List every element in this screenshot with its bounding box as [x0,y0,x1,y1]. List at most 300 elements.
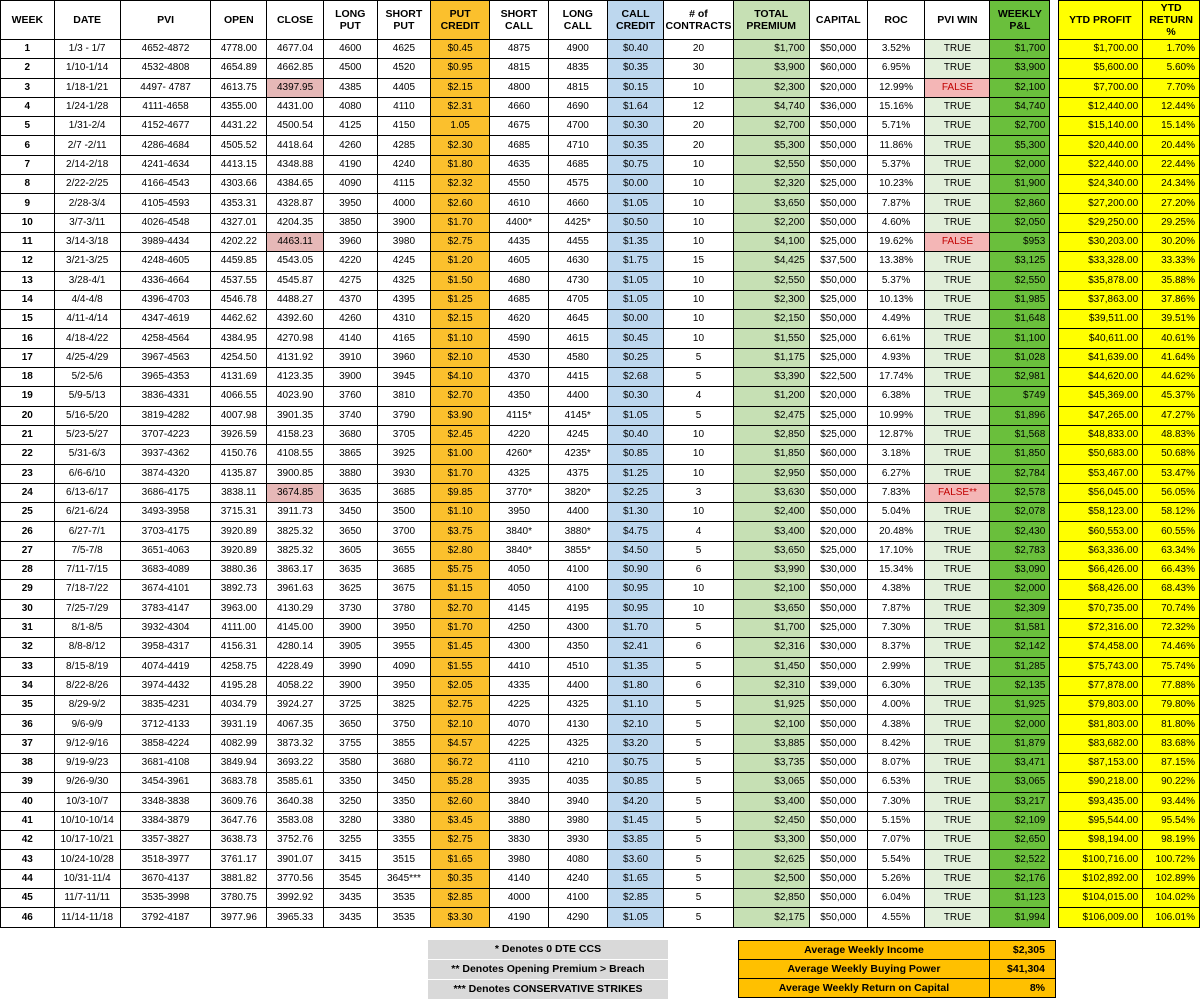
cell-long-call: 4700 [548,117,607,136]
cell-pvi: 3357-3827 [120,831,211,850]
cell-ytd-profit: $39,511.00 [1058,310,1143,329]
cell-date: 6/13-6/17 [54,483,120,502]
cell-week: 19 [1,387,55,406]
column-gap [1050,40,1058,59]
cell-roc: 4.49% [867,310,925,329]
cell-date: 5/16-5/20 [54,406,120,425]
cell-long-put: 3250 [323,792,377,811]
average-label: Average Weekly Buying Power [787,963,941,975]
cell-contracts: 5 [664,908,733,927]
cell-call-credit: $1.30 [607,503,664,522]
cell-close: 3873.32 [267,734,324,753]
cell-contracts: 20 [664,136,733,155]
cell-total-premium: $2,310 [733,676,809,695]
cell-put-credit: $2.15 [431,310,490,329]
cell-long-put: 3350 [323,773,377,792]
cell-ytd-profit: $56,045.00 [1058,483,1143,502]
cell-pvi: 4026-4548 [120,213,211,232]
cell-close: 3583.08 [267,811,324,830]
cell-total-premium: $1,200 [733,387,809,406]
cell-close: 4058.22 [267,676,324,695]
column-gap [1050,445,1058,464]
cell-ytd-return: 29.25% [1143,213,1200,232]
cell-put-credit: $1.15 [431,580,490,599]
cell-close: 3770.56 [267,869,324,888]
cell-long-put: 3625 [323,580,377,599]
cell-week: 41 [1,811,55,830]
column-gap [1050,290,1058,309]
cell-open: 3963.00 [211,599,267,618]
column-gap [1050,561,1058,580]
cell-short-put: 4240 [377,155,431,174]
cell-ytd-return: 58.12% [1143,503,1200,522]
table-row [1,406,1200,425]
cell-short-put: 4115 [377,175,431,194]
cell-weekly-pnl: $1,581 [990,618,1050,637]
cell-contracts: 5 [664,541,733,560]
cell-call-credit: $1.65 [607,869,664,888]
cell-pvi: 3937-4362 [120,445,211,464]
cell-short-put: 3645*** [377,869,431,888]
cell-week: 32 [1,638,55,657]
cell-total-premium: $1,175 [733,348,809,367]
table-row [1,676,1200,695]
cell-open: 4546.78 [211,290,267,309]
cell-date: 2/22-2/25 [54,175,120,194]
cell-capital: $50,000 [809,734,867,753]
cell-ytd-return: 5.60% [1143,59,1200,78]
cell-close: 3992.92 [267,889,324,908]
cell-weekly-pnl: $2,000 [990,580,1050,599]
column-gap [1050,271,1058,290]
cell-long-put: 4385 [323,78,377,97]
cell-call-credit: $1.05 [607,194,664,213]
cell-open: 4505.52 [211,136,267,155]
cell-long-call: 4705 [548,290,607,309]
cell-long-call: 4425* [548,213,607,232]
cell-ytd-return: 95.54% [1143,811,1200,830]
cell-ytd-profit: $77,878.00 [1058,676,1143,695]
cell-close: 4328.87 [267,194,324,213]
table-row [1,290,1200,309]
cell-week: 7 [1,155,55,174]
cell-call-credit: $0.75 [607,155,664,174]
cell-put-credit: $1.65 [431,850,490,869]
cell-roc: 4.93% [867,348,925,367]
cell-total-premium: $2,100 [733,580,809,599]
cell-weekly-pnl: $2,550 [990,271,1050,290]
column-gap [1050,831,1058,850]
cell-close: 4431.00 [267,97,324,116]
cell-ytd-return: 74.46% [1143,638,1200,657]
table-row [1,503,1200,522]
cell-pvi: 3454-3961 [120,773,211,792]
cell-total-premium: $2,475 [733,406,809,425]
cell-short-call: 4590 [490,329,549,348]
cell-roc: 5.04% [867,503,925,522]
cell-ytd-return: 45.37% [1143,387,1200,406]
cell-close: 3825.32 [267,541,324,560]
cell-short-call: 4070 [490,715,549,734]
cell-ytd-return: 90.22% [1143,773,1200,792]
cell-short-call: 4660 [490,97,549,116]
cell-long-put: 3650 [323,522,377,541]
cell-short-put: 3500 [377,503,431,522]
cell-pvi: 3384-3879 [120,811,211,830]
cell-pvi: 4111-4658 [120,97,211,116]
cell-pvi-win: FALSE** [925,483,990,502]
cell-pvi-win: TRUE [925,387,990,406]
cell-short-call: 4530 [490,348,549,367]
header-call-credit: CALL CREDIT [607,1,664,40]
cell-open: 4459.85 [211,252,267,271]
cell-weekly-pnl: $2,100 [990,78,1050,97]
column-gap [1050,155,1058,174]
table-row [1,368,1200,387]
cell-close: 3900.85 [267,464,324,483]
cell-short-put: 4165 [377,329,431,348]
cell-capital: $25,000 [809,541,867,560]
cell-call-credit: $0.00 [607,175,664,194]
column-gap [1050,503,1058,522]
cell-weekly-pnl: $1,900 [990,175,1050,194]
column-gap [1050,310,1058,329]
cell-pvi-win: TRUE [925,638,990,657]
cell-put-credit: $2.75 [431,696,490,715]
cell-total-premium: $2,550 [733,271,809,290]
cell-pvi: 3858-4224 [120,734,211,753]
column-gap [1050,59,1058,78]
cell-ytd-profit: $45,369.00 [1058,387,1143,406]
cell-contracts: 30 [664,59,733,78]
cell-open: 4303.66 [211,175,267,194]
cell-long-call: 4400 [548,503,607,522]
cell-week: 1 [1,40,55,59]
cell-put-credit: $1.80 [431,155,490,174]
cell-weekly-pnl: $2,142 [990,638,1050,657]
cell-put-credit: $3.45 [431,811,490,830]
cell-ytd-return: 72.32% [1143,618,1200,637]
cell-short-put: 3685 [377,483,431,502]
cell-contracts: 10 [664,464,733,483]
cell-week: 27 [1,541,55,560]
cell-open: 4111.00 [211,618,267,637]
cell-call-credit: $2.25 [607,483,664,502]
cell-short-call: 4875 [490,40,549,59]
cell-open: 4462.62 [211,310,267,329]
cell-ytd-profit: $74,458.00 [1058,638,1143,657]
cell-pvi: 3683-4089 [120,561,211,580]
table-row [1,638,1200,657]
cell-capital: $50,000 [809,869,867,888]
cell-ytd-return: 68.43% [1143,580,1200,599]
cell-ytd-return: 33.33% [1143,252,1200,271]
cell-long-put: 3900 [323,368,377,387]
cell-put-credit: $3.30 [431,908,490,927]
cell-ytd-profit: $70,735.00 [1058,599,1143,618]
cell-ytd-return: 75.74% [1143,657,1200,676]
cell-long-call: 4575 [548,175,607,194]
header-short-call: SHORT CALL [490,1,549,40]
cell-short-call: 4110 [490,753,549,772]
cell-short-call: 3935 [490,773,549,792]
cell-total-premium: $3,990 [733,561,809,580]
cell-week: 24 [1,483,55,502]
cell-short-put: 3655 [377,541,431,560]
cell-weekly-pnl: $1,850 [990,445,1050,464]
cell-open: 4135.87 [211,464,267,483]
cell-pvi: 3974-4432 [120,676,211,695]
table-row [1,271,1200,290]
cell-long-call: 4900 [548,40,607,59]
cell-roc: 4.38% [867,715,925,734]
cell-short-put: 3955 [377,638,431,657]
average-label: Average Weekly Income [804,944,924,956]
cell-total-premium: $3,400 [733,792,809,811]
cell-contracts: 5 [664,831,733,850]
cell-weekly-pnl: $2,578 [990,483,1050,502]
cell-short-put: 3790 [377,406,431,425]
cell-total-premium: $3,735 [733,753,809,772]
cell-weekly-pnl: $1,285 [990,657,1050,676]
header-short-put: SHORT PUT [377,1,431,40]
cell-contracts: 5 [664,696,733,715]
cell-open: 3838.11 [211,483,267,502]
cell-short-call: 4815 [490,59,549,78]
cell-short-put: 3855 [377,734,431,753]
cell-date: 5/31-6/3 [54,445,120,464]
header-roc: ROC [867,1,925,40]
cell-date: 4/18-4/22 [54,329,120,348]
cell-total-premium: $1,450 [733,657,809,676]
table-row [1,78,1200,97]
column-gap [1050,425,1058,444]
cell-ytd-return: 83.68% [1143,734,1200,753]
column-gap [1050,869,1058,888]
cell-contracts: 4 [664,387,733,406]
cell-capital: $25,000 [809,290,867,309]
cell-capital: $50,000 [809,194,867,213]
cell-contracts: 10 [664,155,733,174]
cell-put-credit: $1.50 [431,271,490,290]
cell-call-credit: $1.80 [607,676,664,695]
cell-call-credit: $2.10 [607,715,664,734]
cell-ytd-return: 56.05% [1143,483,1200,502]
cell-date: 8/22-8/26 [54,676,120,695]
cell-total-premium: $2,200 [733,213,809,232]
cell-pvi-win: TRUE [925,908,990,927]
cell-short-put: 3535 [377,889,431,908]
cell-pvi-win: TRUE [925,348,990,367]
cell-total-premium: $3,650 [733,194,809,213]
cell-long-put: 3435 [323,908,377,927]
column-gap [1050,368,1058,387]
cell-weekly-pnl: $3,217 [990,792,1050,811]
cell-pvi-win: TRUE [925,773,990,792]
cell-week: 26 [1,522,55,541]
table-row [1,40,1200,59]
cell-pvi: 4105-4593 [120,194,211,213]
cell-week: 13 [1,271,55,290]
cell-call-credit: $0.40 [607,425,664,444]
cell-long-call: 4210 [548,753,607,772]
column-gap [1050,908,1058,927]
cell-total-premium: $2,100 [733,715,809,734]
cell-roc: 5.71% [867,117,925,136]
cell-put-credit: $2.31 [431,97,490,116]
cell-weekly-pnl: $3,125 [990,252,1050,271]
cell-pvi-win: TRUE [925,445,990,464]
cell-roc: 7.30% [867,792,925,811]
cell-week: 4 [1,97,55,116]
cell-call-credit: $0.35 [607,136,664,155]
cell-long-put: 4275 [323,271,377,290]
table-row [1,136,1200,155]
table-row [1,715,1200,734]
cell-pvi-win: TRUE [925,657,990,676]
cell-capital: $20,000 [809,78,867,97]
table-row [1,232,1200,251]
cell-long-put: 3255 [323,831,377,850]
cell-put-credit: $1.25 [431,290,490,309]
cell-pvi-win: TRUE [925,59,990,78]
cell-contracts: 5 [664,753,733,772]
cell-close: 4418.64 [267,136,324,155]
table-row [1,561,1200,580]
cell-put-credit: $2.05 [431,676,490,695]
cell-ytd-profit: $93,435.00 [1058,792,1143,811]
cell-week: 17 [1,348,55,367]
cell-put-credit: $2.75 [431,831,490,850]
header-week: WEEK [1,1,55,40]
cell-date: 7/5-7/8 [54,541,120,560]
cell-total-premium: $3,650 [733,599,809,618]
cell-date: 6/27-7/1 [54,522,120,541]
cell-capital: $20,000 [809,522,867,541]
cell-roc: 7.87% [867,599,925,618]
cell-pvi-win: TRUE [925,618,990,637]
cell-total-premium: $4,740 [733,97,809,116]
cell-short-put: 4625 [377,40,431,59]
cell-roc: 17.74% [867,368,925,387]
cell-close: 4397.95 [267,78,324,97]
cell-short-call: 3840* [490,541,549,560]
cell-put-credit: $2.70 [431,387,490,406]
cell-capital: $50,000 [809,40,867,59]
cell-short-call: 4410 [490,657,549,676]
cell-ytd-profit: $81,803.00 [1058,715,1143,734]
table-row [1,773,1200,792]
cell-ytd-return: 47.27% [1143,406,1200,425]
cell-contracts: 10 [664,290,733,309]
cell-pvi-win: TRUE [925,290,990,309]
cell-long-call: 4690 [548,97,607,116]
cell-long-call: 4325 [548,734,607,753]
cell-short-put: 3355 [377,831,431,850]
column-gap [1050,1,1058,40]
cell-pvi-win: TRUE [925,40,990,59]
cell-call-credit: $1.05 [607,290,664,309]
cell-pvi-win: TRUE [925,599,990,618]
table-row [1,792,1200,811]
cell-long-call: 3880* [548,522,607,541]
cell-open: 4202.22 [211,232,267,251]
cell-long-put: 4090 [323,175,377,194]
cell-call-credit: $4.20 [607,792,664,811]
cell-open: 3780.75 [211,889,267,908]
cell-date: 3/21-3/25 [54,252,120,271]
cell-ytd-profit: $53,467.00 [1058,464,1143,483]
cell-pvi: 4166-4543 [120,175,211,194]
cell-total-premium: $2,625 [733,850,809,869]
cell-ytd-profit: $22,440.00 [1058,155,1143,174]
cell-date: 2/14-2/18 [54,155,120,174]
cell-long-put: 3680 [323,425,377,444]
cell-put-credit: $2.10 [431,348,490,367]
cell-pvi: 3707-4223 [120,425,211,444]
cell-close: 4392.60 [267,310,324,329]
column-gap [1050,618,1058,637]
cell-week: 14 [1,290,55,309]
cell-contracts: 5 [664,811,733,830]
cell-ytd-profit: $27,200.00 [1058,194,1143,213]
cell-long-call: 4375 [548,464,607,483]
cell-pvi: 4074-4419 [120,657,211,676]
cell-call-credit: $0.50 [607,213,664,232]
cell-weekly-pnl: $2,309 [990,599,1050,618]
cell-close: 4067.35 [267,715,324,734]
cell-ytd-profit: $100,716.00 [1058,850,1143,869]
cell-capital: $50,000 [809,155,867,174]
cell-call-credit: $1.70 [607,618,664,637]
cell-long-put: 4600 [323,40,377,59]
cell-short-call: 4605 [490,252,549,271]
cell-pvi-win: TRUE [925,252,990,271]
cell-date: 5/2-5/6 [54,368,120,387]
cell-roc: 4.38% [867,580,925,599]
cell-short-call: 4250 [490,618,549,637]
cell-capital: $25,000 [809,618,867,637]
cell-long-call: 4100 [548,889,607,908]
cell-weekly-pnl: $1,985 [990,290,1050,309]
cell-weekly-pnl: $2,650 [990,831,1050,850]
cell-long-call: 3980 [548,811,607,830]
average-value: 8% [1029,982,1045,994]
cell-long-call: 4615 [548,329,607,348]
cell-pvi-win: TRUE [925,503,990,522]
table-row [1,541,1200,560]
cell-close: 3674.85 [267,483,324,502]
cell-long-put: 3755 [323,734,377,753]
cell-week: 9 [1,194,55,213]
cell-short-put: 3960 [377,348,431,367]
cell-pvi: 3681-4108 [120,753,211,772]
cell-total-premium: $3,390 [733,368,809,387]
cell-short-call: 4400* [490,213,549,232]
cell-weekly-pnl: $953 [990,232,1050,251]
cell-total-premium: $4,100 [733,232,809,251]
cell-pvi: 4152-4677 [120,117,211,136]
cell-date: 5/9-5/13 [54,387,120,406]
cell-long-put: 3880 [323,464,377,483]
cell-pvi: 3686-4175 [120,483,211,502]
cell-open: 4082.99 [211,734,267,753]
cell-ytd-return: 79.80% [1143,696,1200,715]
note-conservative-strikes: *** Denotes CONSERVATIVE STRIKES [428,980,668,999]
cell-close: 4145.00 [267,618,324,637]
cell-date: 1/10-1/14 [54,59,120,78]
cell-ytd-return: 12.44% [1143,97,1200,116]
